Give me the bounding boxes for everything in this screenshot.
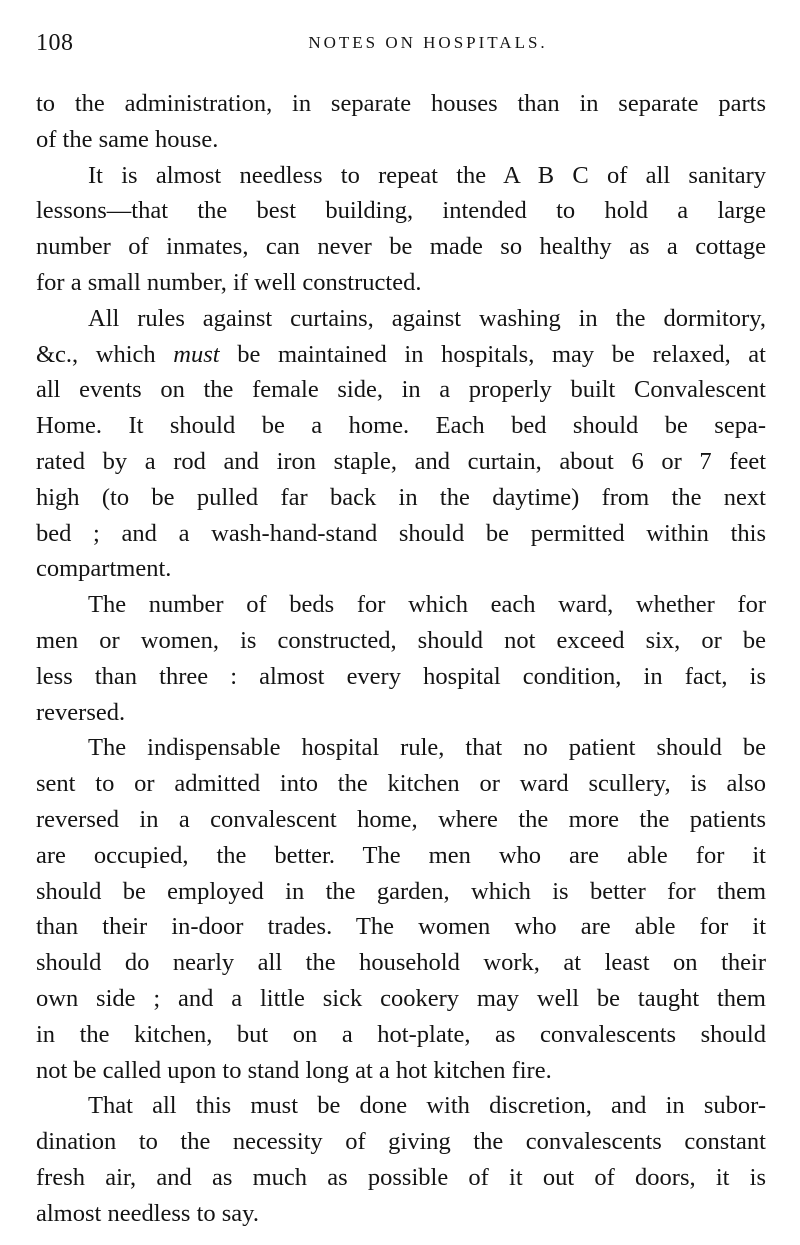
text-line: of the same house.: [36, 125, 219, 153]
text-line: dination to the necessity of giving the convalescents constant: [36, 1128, 766, 1156]
running-title: NOTES ON HOSPITALS.: [308, 33, 548, 52]
text-line: rated by a rod and iron staple, and curtain, about 6 or 7 feet: [36, 447, 766, 475]
page-number: 108: [36, 30, 74, 56]
text-line: bed ; and a wash-hand-stand should be permitted within this: [36, 519, 766, 547]
paragraph-6: [36, 1088, 766, 1231]
text-line: all events on the female side, in a properly built Convalescent: [36, 376, 766, 404]
text-line: almost needless to say.: [36, 1199, 259, 1227]
paragraph-4: [36, 587, 766, 730]
paragraph-2: [36, 158, 766, 301]
paragraph-3: [36, 301, 766, 587]
text-line: are occupied, the better. The men who are able for it: [36, 841, 766, 869]
running-head: [36, 30, 760, 60]
text-line: It is almost needless to repeat the A B C of all sanitary: [88, 161, 766, 189]
text-line: men or women, is constructed, should not exceed six, or be: [36, 626, 766, 654]
text-line: &c., which must be maintained in hospitals, may be relaxed, at: [36, 340, 766, 368]
paragraph-1: [36, 86, 766, 158]
text-line: in the kitchen, but on a hot-plate, as convalescents should: [36, 1020, 766, 1048]
text-line: That all this must be done with discretion, and in subor-: [88, 1092, 766, 1120]
text-line: than their in-door trades. The women who are able for it: [36, 913, 766, 941]
text-line: sent to or admitted into the kitchen or ward scullery, is also: [36, 770, 766, 798]
text-line: fresh air, and as much as possible of it out of doors, it is: [36, 1163, 766, 1191]
text-line: The indispensable hospital rule, that no patient should be: [88, 734, 766, 762]
emphasis-must: must: [173, 340, 220, 368]
text-line: reversed in a convalescent home, where the more the patients: [36, 805, 766, 833]
text-line: The number of beds for which each ward, whether for: [88, 591, 766, 619]
text-line: not be called upon to stand long at a hot kitchen fire.: [36, 1056, 552, 1084]
text-line: compartment.: [36, 555, 172, 583]
text-line: number of inmates, can never be made so healthy as a cottage: [36, 233, 766, 261]
text-line: Home. It should be a home. Each bed should be sepa-: [36, 412, 766, 440]
text-line: should be employed in the garden, which is better for them: [36, 877, 766, 905]
text-line: own side ; and a little sick cookery may well be taught them: [36, 984, 766, 1012]
body-text: [36, 86, 766, 1232]
text-line: should do nearly all the household work, at least on their: [36, 949, 766, 977]
text-line: high (to be pulled far back in the daytime) from the next: [36, 483, 766, 511]
text-line: for a small number, if well constructed.: [36, 268, 422, 296]
text-line: less than three : almost every hospital condition, in fact, is: [36, 662, 766, 690]
text-line: lessons—that the best building, intended to hold a large: [36, 197, 766, 225]
text-line: to the administration, in separate houses than in separate parts: [36, 90, 766, 117]
text-line: All rules against curtains, against washing in the dormitory,: [88, 304, 766, 332]
paragraph-5: [36, 730, 766, 1088]
text-line: reversed.: [36, 698, 126, 726]
